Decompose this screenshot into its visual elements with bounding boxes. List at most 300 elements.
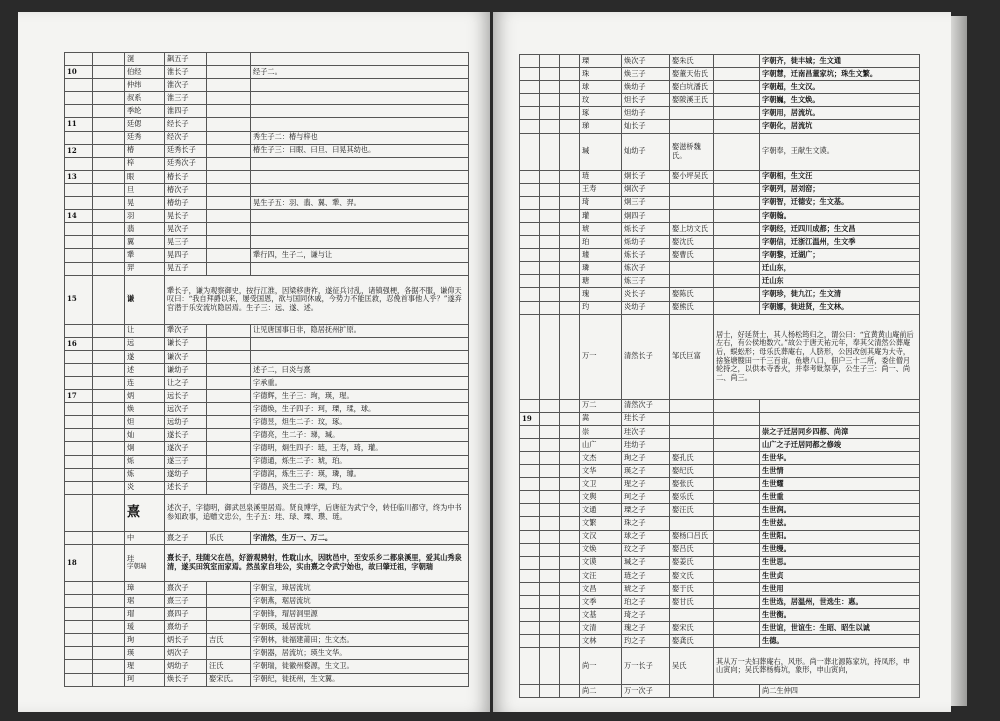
table-cell xyxy=(540,209,560,222)
member-name: 炎 xyxy=(125,481,165,494)
generation-number xyxy=(65,403,93,416)
member-relation: 犟次子 xyxy=(165,324,207,337)
table-row xyxy=(65,197,469,210)
generation-number xyxy=(65,608,93,621)
table-cell xyxy=(65,494,93,531)
table-cell xyxy=(540,222,560,235)
table-cell xyxy=(560,249,580,262)
table-cell xyxy=(93,236,125,249)
member-spouse xyxy=(207,197,251,210)
generation-number xyxy=(520,301,540,314)
member-relation: 炟长子 xyxy=(622,94,670,107)
member-name: 山广 xyxy=(580,438,622,451)
generation-number xyxy=(520,530,540,543)
member-note: 字清然，生万一、万二。 xyxy=(251,531,469,544)
genealogy-table-left xyxy=(64,52,469,687)
member-name: 烁 xyxy=(125,455,165,468)
member-note xyxy=(251,236,469,249)
member-spouse xyxy=(207,416,251,429)
member-note: 字朝器，居流坑；瑛生文华。 xyxy=(251,647,469,660)
member-spouse: 娶陂溪王氏 xyxy=(670,94,714,107)
member-name: 羽 xyxy=(125,210,165,223)
table-cell xyxy=(93,416,125,429)
table-row xyxy=(65,544,469,581)
table-row xyxy=(65,608,469,621)
generation-number xyxy=(520,685,540,698)
member-biography: 其从万一夫妇葬庵右，风形。尚一葬北源陈家坑，持凤形，申山寅向；吴氏葬杨梅坑，象形，申山寅向， xyxy=(714,648,920,685)
member-note: 生世用 xyxy=(760,582,920,595)
generation-number xyxy=(520,133,540,170)
member-name: 文基 xyxy=(580,609,622,622)
table-cell xyxy=(560,648,580,685)
table-cell xyxy=(93,66,125,79)
table-cell xyxy=(93,275,125,324)
member-spouse: 娶滋桥魏氏。 xyxy=(670,133,714,170)
table-cell xyxy=(560,609,580,622)
table-cell xyxy=(714,301,760,314)
member-spouse: 娶小坪吴氏 xyxy=(670,170,714,183)
member-spouse xyxy=(670,107,714,120)
table-cell xyxy=(93,390,125,403)
table-cell xyxy=(540,236,560,249)
member-name: 文昌 xyxy=(580,582,622,595)
table-cell xyxy=(714,262,760,275)
member-spouse xyxy=(670,412,714,425)
member-note xyxy=(251,337,469,350)
table-cell xyxy=(560,530,580,543)
member-relation: 熹幼子 xyxy=(165,621,207,634)
member-spouse xyxy=(207,647,251,660)
member-relation: 万一次子 xyxy=(622,685,670,698)
table-cell xyxy=(714,120,760,133)
member-biography: 居士，好延贤士，其人杨松筠归之，谓公曰：“宜黄黄山庵前后左右，有公侯地数穴。”故公于唐天祐元年，奉其父清然公葬庵后，蜈蚣形；母乐氏葬庵右，人脐形，公因改创其庵为大寺，捨鉴塘膄田一千三百亩，鱼塘八口，佃户三十二所，委住僧月轮持之，以供本寺香火，并奉考妣祭享，公生子三：尚一、尚二、尚三。 xyxy=(714,314,920,399)
member-name: 琢 xyxy=(580,107,622,120)
member-relation: 珣之子 xyxy=(622,451,670,464)
table-row xyxy=(65,403,469,416)
table-cell xyxy=(540,504,560,517)
table-cell xyxy=(714,491,760,504)
table-row xyxy=(520,582,920,595)
table-cell xyxy=(714,196,760,209)
member-note xyxy=(251,79,469,92)
table-row xyxy=(65,468,469,481)
table-cell xyxy=(714,399,760,412)
member-name: 琏 xyxy=(580,170,622,183)
member-name: 熹 xyxy=(125,494,165,531)
member-note: 字朝用，居流坑。 xyxy=(760,107,920,120)
member-relation: 玟之子 xyxy=(622,543,670,556)
member-name: 瑛 xyxy=(125,647,165,660)
member-note: 迁山东， xyxy=(760,262,920,275)
table-cell xyxy=(93,350,125,363)
table-cell xyxy=(93,183,125,196)
table-row xyxy=(65,350,469,363)
table-row xyxy=(65,429,469,442)
generation-number xyxy=(520,622,540,635)
member-spouse: 娶文氏 xyxy=(670,569,714,582)
member-spouse xyxy=(670,275,714,288)
table-cell xyxy=(714,530,760,543)
member-name: 炼 xyxy=(125,468,165,481)
generation-number xyxy=(520,478,540,491)
member-spouse xyxy=(207,324,251,337)
member-relation: 万一长子 xyxy=(622,648,670,685)
member-spouse xyxy=(207,581,251,594)
member-relation: 球之子 xyxy=(622,530,670,543)
table-row xyxy=(520,68,920,81)
table-row xyxy=(65,363,469,376)
member-note xyxy=(251,53,469,66)
member-spouse xyxy=(207,621,251,634)
member-relation: 珪幼子 xyxy=(622,438,670,451)
table-row xyxy=(520,491,920,504)
member-name: 椿 xyxy=(125,144,165,157)
table-cell xyxy=(560,438,580,451)
member-name: 文杰 xyxy=(580,451,622,464)
table-cell xyxy=(93,79,125,92)
table-cell xyxy=(714,183,760,196)
table-cell xyxy=(93,621,125,634)
table-cell xyxy=(560,262,580,275)
member-note: 字朝化，居流坑 xyxy=(760,120,920,133)
member-relation: 清然次子 xyxy=(622,399,670,412)
member-relation: 经长子 xyxy=(165,118,207,131)
member-spouse xyxy=(670,120,714,133)
table-cell xyxy=(540,55,560,68)
member-name: 文林 xyxy=(580,635,622,648)
member-note xyxy=(251,210,469,223)
generation-number xyxy=(65,455,93,468)
generation-number xyxy=(520,609,540,622)
table-row xyxy=(520,504,920,517)
generation-number xyxy=(520,451,540,464)
member-spouse: 娶孔氏 xyxy=(670,451,714,464)
member-relation: 熹次子 xyxy=(165,581,207,594)
table-row xyxy=(65,442,469,455)
generation-number xyxy=(65,53,93,66)
member-spouse xyxy=(207,455,251,468)
member-note: 字朝纪，徙抚州，生文翼。 xyxy=(251,673,469,686)
generation-number: 16 xyxy=(65,337,93,350)
table-row xyxy=(65,66,469,79)
member-name: 文舆 xyxy=(580,491,622,504)
table-cell xyxy=(93,660,125,673)
table-row xyxy=(520,209,920,222)
table-cell xyxy=(714,543,760,556)
table-cell xyxy=(540,438,560,451)
generation-number xyxy=(520,55,540,68)
table-row xyxy=(65,210,469,223)
table-row xyxy=(520,399,920,412)
member-relation: 谦长子 xyxy=(165,337,207,350)
member-spouse: 娶张氏 xyxy=(670,478,714,491)
table-cell xyxy=(540,530,560,543)
member-relation: 熹之子 xyxy=(165,531,207,544)
member-relation: 椿长子 xyxy=(165,170,207,183)
generation-number xyxy=(65,262,93,275)
generation-number xyxy=(65,468,93,481)
generation-number xyxy=(65,324,93,337)
generation-number xyxy=(520,556,540,569)
member-name: 廷秀 xyxy=(125,131,165,144)
member-spouse: 娶宋氏。 xyxy=(207,673,251,686)
table-cell xyxy=(714,504,760,517)
table-cell xyxy=(714,609,760,622)
member-note: 字朝娜，徙进贤，生文林。 xyxy=(760,301,920,314)
member-name: 炯 xyxy=(125,442,165,455)
member-name: 瑊 xyxy=(580,133,622,170)
table-row xyxy=(520,569,920,582)
table-row xyxy=(65,455,469,468)
member-note: 字德亮，生二子：珶，瑊。 xyxy=(251,429,469,442)
table-row xyxy=(520,196,920,209)
table-cell xyxy=(560,478,580,491)
member-name: 滉 xyxy=(125,53,165,66)
table-cell xyxy=(560,94,580,107)
table-row xyxy=(520,314,920,399)
table-cell xyxy=(714,81,760,94)
member-name: 万一 xyxy=(580,314,622,399)
generation-number xyxy=(65,416,93,429)
member-name: 璋 xyxy=(125,581,165,594)
table-row xyxy=(65,170,469,183)
table-cell xyxy=(540,399,560,412)
member-note: 山广之子迁居同都之修竣 xyxy=(760,438,920,451)
member-relation: 飙五子 xyxy=(165,53,207,66)
generation-number: 11 xyxy=(65,118,93,131)
table-row xyxy=(65,118,469,131)
member-name: 珣 xyxy=(125,634,165,647)
member-spouse xyxy=(670,438,714,451)
member-name: 文谟 xyxy=(580,556,622,569)
table-cell xyxy=(93,197,125,210)
member-name: 梓 xyxy=(125,157,165,170)
member-note xyxy=(251,170,469,183)
member-name: 嵩 xyxy=(580,412,622,425)
table-cell xyxy=(93,92,125,105)
member-spouse xyxy=(207,170,251,183)
member-name: 旦 xyxy=(125,183,165,196)
member-note: 字德昌，炎生二子：瑮，玓。 xyxy=(251,481,469,494)
member-relation: 焕长子 xyxy=(165,673,207,686)
member-spouse: 娶乐氏 xyxy=(670,491,714,504)
member-spouse xyxy=(207,236,251,249)
member-relation: 晃四子 xyxy=(165,249,207,262)
generation-number xyxy=(520,236,540,249)
table-cell xyxy=(560,622,580,635)
table-row xyxy=(520,530,920,543)
table-cell xyxy=(540,288,560,301)
member-note xyxy=(251,262,469,275)
table-cell xyxy=(560,314,580,399)
member-name: 遂 xyxy=(125,350,165,363)
table-row xyxy=(65,660,469,673)
member-spouse xyxy=(207,390,251,403)
member-note xyxy=(760,399,920,412)
table-row xyxy=(520,556,920,569)
table-row xyxy=(65,262,469,275)
table-cell xyxy=(540,556,560,569)
member-relation: 灿长子 xyxy=(622,120,670,133)
member-name: 瑁 xyxy=(125,608,165,621)
member-name: 文卫 xyxy=(580,478,622,491)
member-note: 字朝锋，瑁居洞里源 xyxy=(251,608,469,621)
member-note: 经子二。 xyxy=(251,66,469,79)
member-relation: 遂长子 xyxy=(165,429,207,442)
table-cell xyxy=(93,429,125,442)
table-cell xyxy=(93,53,125,66)
member-spouse xyxy=(670,183,714,196)
member-note: 字朝翰。 xyxy=(760,209,920,222)
table-row xyxy=(65,531,469,544)
table-cell xyxy=(560,288,580,301)
table-cell xyxy=(540,120,560,133)
member-name: 珠 xyxy=(580,68,622,81)
member-relation: 炎长子 xyxy=(622,288,670,301)
generation-number xyxy=(65,442,93,455)
table-cell xyxy=(93,544,125,581)
member-name-cell xyxy=(125,544,165,581)
table-row xyxy=(65,673,469,686)
member-relation: 淮长子 xyxy=(165,66,207,79)
table-cell xyxy=(93,170,125,183)
member-relation: 炎幼子 xyxy=(622,301,670,314)
generation-number xyxy=(520,543,540,556)
member-relation: 晃次子 xyxy=(165,223,207,236)
member-name: 瑗 xyxy=(125,621,165,634)
generation-number xyxy=(65,79,93,92)
member-note: 字朝巍，生文焕。 xyxy=(760,94,920,107)
member-relation: 烁长子 xyxy=(622,222,670,235)
table-cell xyxy=(65,531,93,544)
member-note: 字朝黎，迁湖广； xyxy=(760,249,920,262)
member-name: 璩 xyxy=(580,249,622,262)
member-note: 字朝瑛，瑗居流坑 xyxy=(251,621,469,634)
generation-number xyxy=(65,581,93,594)
member-note: 字朝超，生文汉。 xyxy=(760,81,920,94)
table-cell xyxy=(540,107,560,120)
generation-number xyxy=(520,107,540,120)
table-row xyxy=(520,222,920,235)
member-name: 季纶 xyxy=(125,105,165,118)
member-relation: 熹四子 xyxy=(165,608,207,621)
member-spouse: 娶宋氏 xyxy=(670,622,714,635)
member-spouse xyxy=(670,209,714,222)
member-relation: 远次子 xyxy=(165,403,207,416)
table-cell xyxy=(560,504,580,517)
member-note: 生世谊，世谊生：生昭、昭生以诚 xyxy=(760,622,920,635)
member-note: 让见唐国事日非，隐居抚州扩原。 xyxy=(251,324,469,337)
generation-number xyxy=(520,94,540,107)
member-note: 字朝经，迁四川成都；生文昌 xyxy=(760,222,920,235)
member-name: 瑭 xyxy=(580,275,622,288)
page-edge xyxy=(951,16,967,706)
member-name: 炟 xyxy=(125,416,165,429)
member-spouse xyxy=(207,350,251,363)
table-cell xyxy=(714,622,760,635)
table-cell xyxy=(714,68,760,81)
member-spouse: 娶上坊文氏 xyxy=(670,222,714,235)
member-name: 翼 xyxy=(125,236,165,249)
generation-number xyxy=(65,223,93,236)
member-name: 尚二 xyxy=(580,685,622,698)
member-relation: 珪次子 xyxy=(622,425,670,438)
table-cell xyxy=(560,170,580,183)
member-relation: 晃五子 xyxy=(165,262,207,275)
table-cell xyxy=(560,543,580,556)
member-spouse xyxy=(207,223,251,236)
member-spouse: 乐氏 xyxy=(207,531,251,544)
table-cell xyxy=(93,581,125,594)
table-row xyxy=(65,249,469,262)
member-note: 字朝信，迁浙江温州，生文季 xyxy=(760,236,920,249)
member-relation: 炳长子 xyxy=(165,634,207,647)
generation-number xyxy=(65,376,93,389)
member-spouse xyxy=(207,105,251,118)
table-row xyxy=(65,144,469,157)
generation-number: 10 xyxy=(65,66,93,79)
member-note: 生世情 xyxy=(760,465,920,478)
member-name: 琦 xyxy=(580,196,622,209)
table-cell xyxy=(714,582,760,595)
table-row xyxy=(65,390,469,403)
table-row xyxy=(65,223,469,236)
member-relation: 珀之子 xyxy=(622,596,670,609)
table-row xyxy=(520,275,920,288)
member-name: 文焕 xyxy=(580,543,622,556)
member-name: 翡 xyxy=(125,223,165,236)
table-cell xyxy=(540,596,560,609)
member-relation: 玓之子 xyxy=(622,635,670,648)
table-row xyxy=(65,53,469,66)
generation-number xyxy=(65,673,93,686)
table-cell xyxy=(540,170,560,183)
member-spouse xyxy=(207,595,251,608)
member-spouse xyxy=(207,79,251,92)
table-cell xyxy=(93,144,125,157)
left-page xyxy=(18,12,490,712)
table-cell xyxy=(560,596,580,609)
generation-number: 13 xyxy=(65,170,93,183)
table-cell xyxy=(540,94,560,107)
table-cell xyxy=(560,301,580,314)
member-note xyxy=(251,223,469,236)
member-spouse: 娶熊氏 xyxy=(670,301,714,314)
member-name: 焕 xyxy=(125,403,165,416)
member-name: 伯经 xyxy=(125,66,165,79)
member-spouse xyxy=(207,210,251,223)
member-relation: 炯三子 xyxy=(622,196,670,209)
member-spouse xyxy=(207,262,251,275)
table-cell xyxy=(560,133,580,170)
table-row xyxy=(520,465,920,478)
member-relation: 淮次子 xyxy=(165,79,207,92)
table-row xyxy=(520,94,920,107)
member-note: 字德焕，生子四子：珂，瑮，瑈，球。 xyxy=(251,403,469,416)
member-spouse: 娶姜氏 xyxy=(670,556,714,569)
member-note: 生世衡。 xyxy=(760,609,920,622)
member-spouse: 娶沈氏 xyxy=(670,236,714,249)
member-note: 生世阳。 xyxy=(760,530,920,543)
member-spouse xyxy=(207,376,251,389)
table-row xyxy=(520,120,920,133)
table-cell xyxy=(560,465,580,478)
member-spouse xyxy=(207,157,251,170)
table-row xyxy=(65,236,469,249)
table-cell xyxy=(540,451,560,464)
member-relation: 焕三子 xyxy=(622,68,670,81)
table-cell xyxy=(540,196,560,209)
